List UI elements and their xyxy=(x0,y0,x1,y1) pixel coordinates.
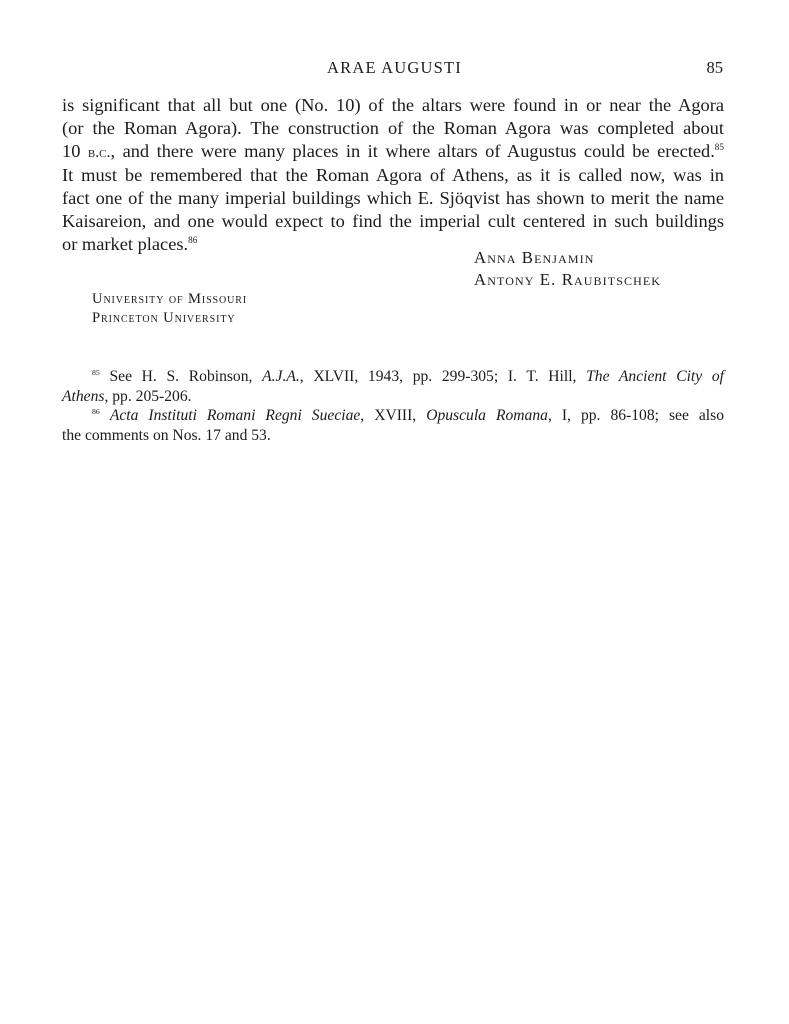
author-name: Antony E. Raubitschek xyxy=(474,270,662,289)
body-line: Kaisareion, and one would expect to find the imperial cult centered in such buildings xyxy=(62,210,724,231)
footnote-text: See H. S. Robinson, xyxy=(99,368,263,385)
book-title: Athens xyxy=(62,387,105,405)
page-number: 85 xyxy=(706,58,723,77)
body-line xyxy=(62,140,724,165)
footnote-ref-86[interactable]: 86 xyxy=(188,234,198,245)
journal-title: A.J.A. xyxy=(262,368,300,385)
footnote-86-cont: the comments on Nos. 17 and 53. xyxy=(62,426,271,444)
body-line: fact one of the many imperial buildings which E. Sjöqvist has shown to merit the name xyxy=(62,188,724,209)
body-line: (or the Roman Agora). The construction of the Roman Agora was completed about xyxy=(62,117,724,138)
era-abbreviation: b.c. xyxy=(87,143,111,161)
book-title: Opuscula Romana xyxy=(426,407,548,425)
footnotes xyxy=(62,367,724,445)
body-text-run: or market places. xyxy=(62,233,189,254)
affiliation: University of Missouri xyxy=(92,291,248,307)
author-name: Anna Benjamin xyxy=(474,248,595,267)
book-title: The Ancient City of xyxy=(586,368,724,385)
footnote-85-cont xyxy=(62,387,724,407)
footnote-ref-85[interactable]: 85 xyxy=(714,141,724,152)
body-text-run: , and there were many places in it where altars of Augustus could be erected. xyxy=(110,140,715,161)
footnote-text: , XLVII, 1943, pp. 299-305; I. T. Hill, xyxy=(299,368,587,385)
body-line: is significant that all but one (No. 10) of the altars were found in or near the Agora xyxy=(62,95,724,115)
footnote-text: , XVIII, xyxy=(360,407,427,425)
body-paragraph xyxy=(62,94,724,256)
footnote-85 xyxy=(62,367,724,387)
footnote-marker: 85 xyxy=(92,368,100,378)
series-title: Acta Instituti Romani Regni Sueciae xyxy=(109,407,361,425)
body-text-run: 10 xyxy=(62,140,88,161)
running-head xyxy=(0,58,789,80)
running-title: ARAE AUGUSTI xyxy=(327,58,462,77)
footnote-86 xyxy=(62,406,724,426)
footnote-text: , pp. 205-206. xyxy=(104,387,192,405)
author-affiliations xyxy=(92,290,247,328)
footnote-text: , I, pp. 86-108; see also xyxy=(547,407,724,425)
footnote-marker: 86 xyxy=(92,407,100,417)
body-line: It must be remembered that the Roman Agora of Athens, as it is called now, was in xyxy=(62,165,724,186)
author-signatures xyxy=(474,247,661,291)
affiliation: Princeton University xyxy=(92,310,236,326)
